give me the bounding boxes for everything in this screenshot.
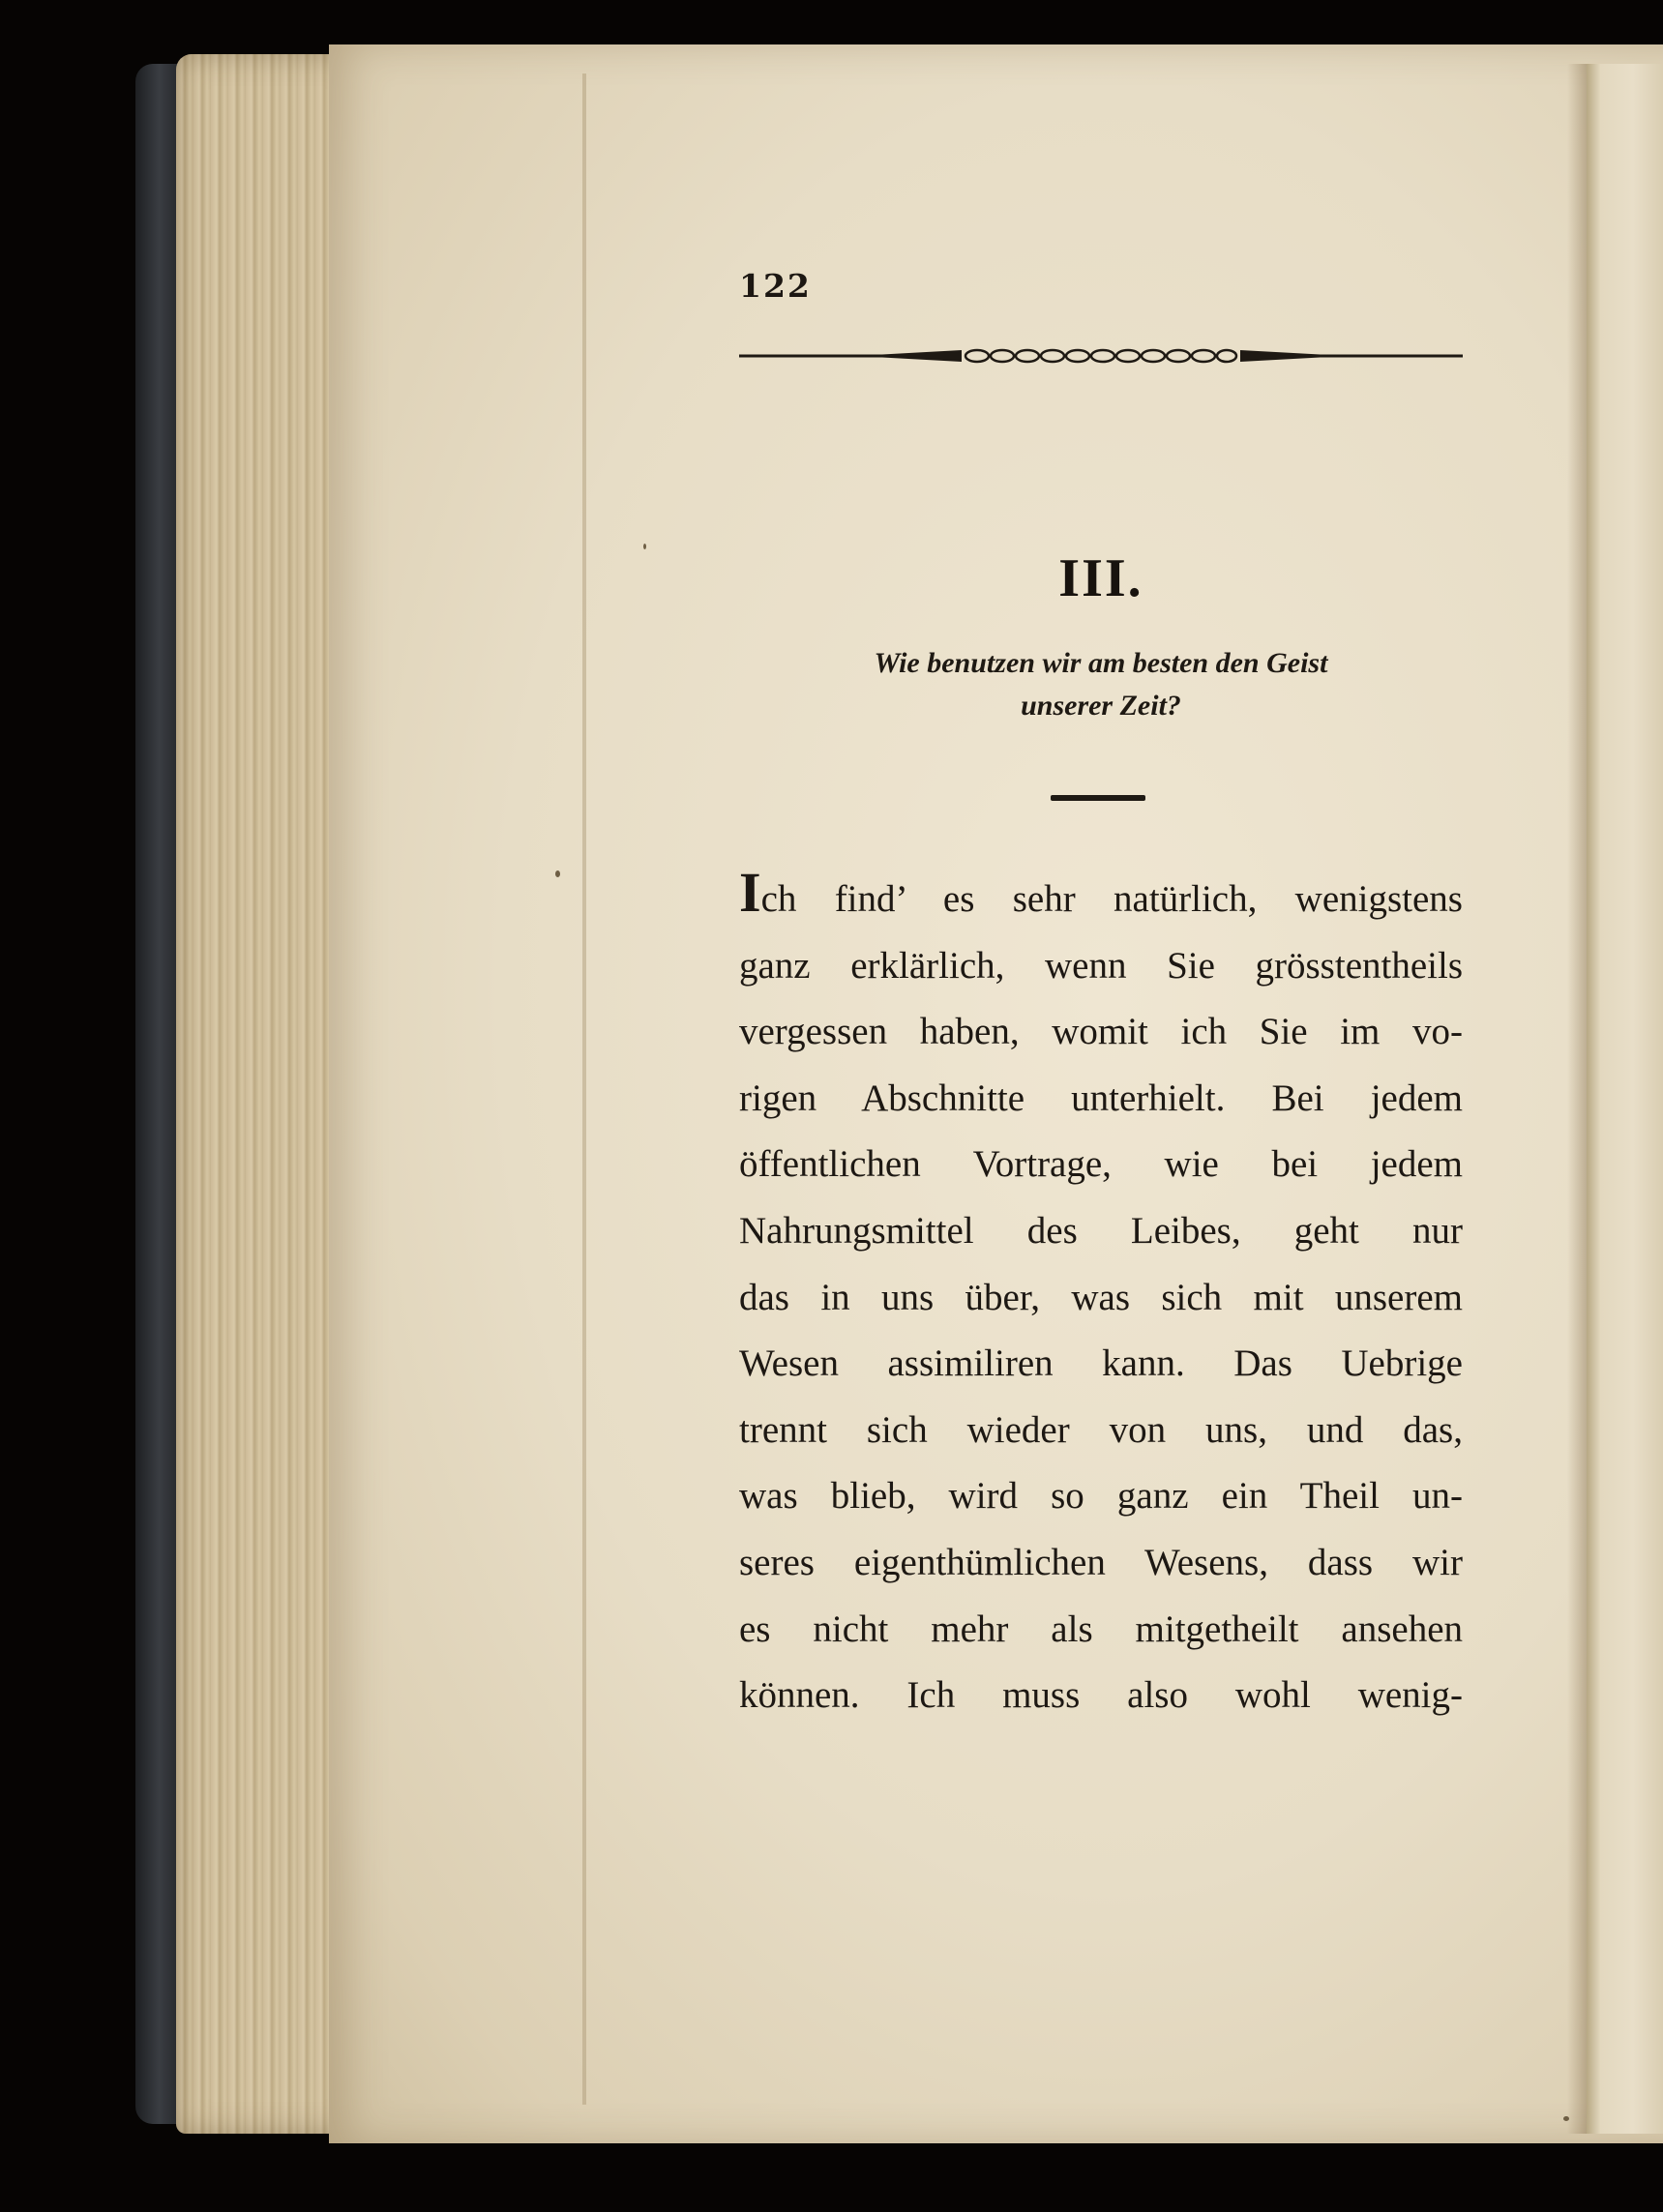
body-line: vergessen haben, womit ich Sie im vo- [739, 1011, 1463, 1053]
chapter-number: III. [1058, 548, 1143, 608]
paper-speck [1563, 2116, 1569, 2121]
show-through-text [739, 360, 1463, 563]
body-line: was blieb, wird so ganz ein Theil un- [739, 1475, 1463, 1518]
body-line: Ich find’ es sehr natürlich, wenigstens [739, 861, 1463, 924]
body-line: rigen Abschnitte unterhielt. Bei jedem [739, 1077, 1463, 1119]
body-line: seres eigenthümlichen Wesens, dass wir [739, 1541, 1463, 1583]
body-line: Wesen assimiliren kann. Das Uebrige [739, 1342, 1463, 1385]
chapter-title [739, 642, 1463, 727]
body-line: Nahrungsmittel des Leibes, geht nur [739, 1209, 1463, 1252]
body-line: das in uns über, was sich mit unserem [739, 1276, 1463, 1318]
body-text [739, 861, 1463, 1729]
body-line: ganz erklärlich, wenn Sie grösstentheils [739, 944, 1463, 987]
chapter-title-line-2: unserer Zeit? [1021, 690, 1181, 722]
body-line: öffentlichen Vortrage, wie bei jedem [739, 1143, 1463, 1186]
chapter-title-line-1: Wie benutzen wir am besten den Geist [874, 647, 1328, 679]
initial-letter: I [739, 861, 761, 924]
body-line: es nicht mehr als mitgetheilt ansehen [739, 1607, 1463, 1650]
chapter-divider [1051, 795, 1145, 801]
right-page-edge [1587, 64, 1663, 2134]
paper-speck [643, 544, 646, 549]
body-line: trennt sich wieder von uns, und das, [739, 1408, 1463, 1451]
page-fold-line [582, 74, 586, 2105]
body-line: können. Ich muss also wohl wenig- [739, 1674, 1463, 1717]
paper-speck [555, 870, 560, 877]
page-number: 122 [739, 267, 812, 305]
